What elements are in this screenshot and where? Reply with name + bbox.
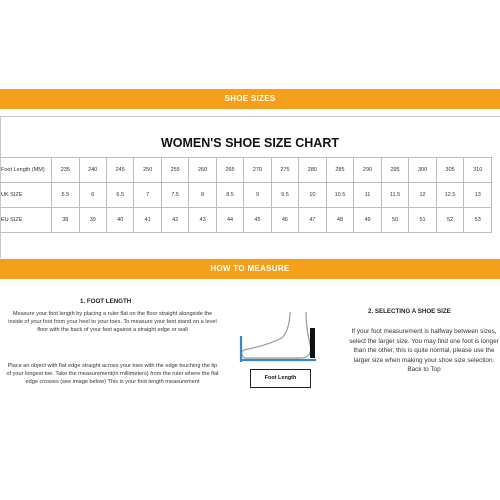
table-cell: 285 — [326, 158, 354, 183]
selecting-shoe-size-text: If your foot measurement is halfway between sizes, select the larger size. You may find one foot is longer than the other, this is quite normal, please use the larger size when making your shoe size selection. Back to Top — [349, 328, 499, 374]
table-cell: 250 — [134, 158, 161, 183]
shoe-sizes-banner: SHOE SIZES — [0, 89, 500, 109]
table-cell: 240 — [79, 158, 106, 183]
table-cell: 235 — [52, 158, 79, 183]
table-cell: 265 — [216, 158, 243, 183]
table-cell: 270 — [244, 158, 271, 183]
foot-outline — [242, 312, 311, 358]
table-cell: 12.5 — [436, 183, 464, 208]
table-cell: 12 — [409, 183, 436, 208]
table-cell: 280 — [299, 158, 326, 183]
selecting-shoe-size-heading: 2. SELECTING A SHOE SIZE — [368, 308, 451, 315]
table-cell: 290 — [354, 158, 381, 183]
table-row — [0, 158, 492, 183]
how-to-measure-banner: HOW TO MEASURE — [0, 259, 500, 279]
table-cell: 245 — [107, 158, 134, 183]
table-cell: 52 — [436, 208, 464, 233]
table-cell: 8.5 — [216, 183, 243, 208]
table-cell: 11.5 — [381, 183, 409, 208]
foot-length-heading: 1. FOOT LENGTH — [80, 298, 132, 305]
table-cell: 42 — [161, 208, 188, 233]
table-row — [0, 208, 492, 233]
table-cell: 10.5 — [326, 183, 354, 208]
table-row — [0, 183, 492, 208]
heel-block — [310, 328, 315, 358]
table-cell: 40 — [107, 208, 134, 233]
table-cell: 41 — [134, 208, 161, 233]
table-cell: 48 — [326, 208, 354, 233]
foot-measure-diagram — [230, 308, 320, 366]
table-cell: 43 — [189, 208, 216, 233]
table-cell: 275 — [271, 158, 298, 183]
table-cell: 300 — [409, 158, 436, 183]
table-cell: 7 — [134, 183, 161, 208]
table-cell: 50 — [381, 208, 409, 233]
chart-title: WOMEN'S SHOE SIZE CHART — [161, 136, 339, 150]
table-cell: 49 — [354, 208, 381, 233]
table-cell: 295 — [381, 158, 409, 183]
table-cell: 7.5 — [161, 183, 188, 208]
row-label: EU SIZE — [0, 208, 52, 233]
table-cell: 9.5 — [271, 183, 298, 208]
table-cell: 255 — [161, 158, 188, 183]
table-cell: 44 — [216, 208, 243, 233]
foot-length-instructions: Measure your foot length by placing a ruler flat on the floor straight alongside the inside of your foot from your heel to your toes. To measure your feet stand on a level floor with the back of your feet against a straight edge or wall — [8, 311, 217, 334]
table-cell: 13 — [464, 183, 492, 208]
table-cell: 53 — [464, 208, 492, 233]
size-chart-table — [0, 157, 492, 233]
table-cell: 260 — [189, 158, 216, 183]
table-cell: 47 — [299, 208, 326, 233]
table-cell: 11 — [354, 183, 381, 208]
table-cell: 45 — [244, 208, 271, 233]
foot-length-label: Foot Length — [250, 369, 311, 388]
table-cell: 5.5 — [52, 183, 79, 208]
table-cell: 6 — [79, 183, 106, 208]
table-cell: 8 — [189, 183, 216, 208]
table-cell: 310 — [464, 158, 492, 183]
table-cell: 10 — [299, 183, 326, 208]
table-cell: 46 — [271, 208, 298, 233]
table-cell: 305 — [436, 158, 464, 183]
table-cell: 6.5 — [107, 183, 134, 208]
table-cell: 39 — [79, 208, 106, 233]
table-cell: 38 — [52, 208, 79, 233]
table-cell: 9 — [244, 183, 271, 208]
table-cell: 51 — [409, 208, 436, 233]
row-label: UK SIZE — [0, 183, 52, 208]
row-label: Foot Length (MM) — [0, 158, 52, 183]
foot-length-instructions-2: Place an object with flat edge straight across your toes with the edge touching the tip of your longest toe. Take the measurement(in millimeters) from the ruler where the flat edge crosses (see image below) This is your foot length measurement — [6, 363, 219, 386]
